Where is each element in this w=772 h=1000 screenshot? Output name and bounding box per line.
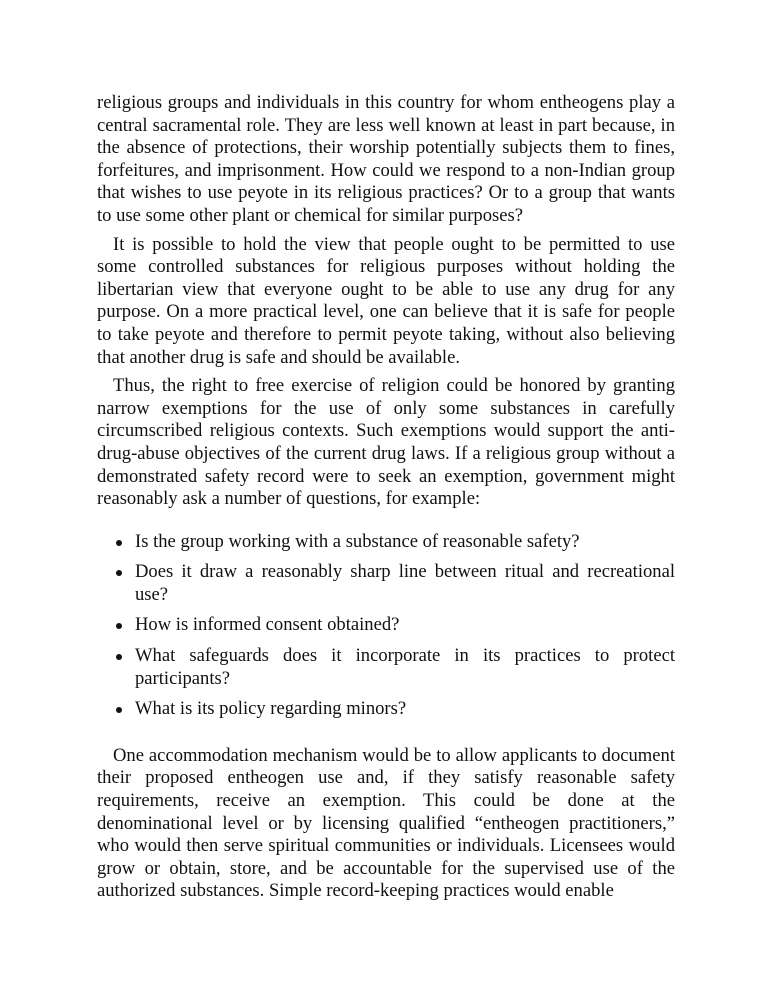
paragraph-continued: religious groups and individuals in this country for whom entheogens play a central sacramental role. They are less well known at least in part because, in the absence of protections, their worship potentially subjects them to fines, forfeitures, and imprisonment. How could we respond to a non-Indian group that wishes to use peyote in its religious practices? Or to a group that wants to use some other plant or chemical for similar purposes? — [97, 92, 675, 226]
list-item — [97, 531, 675, 554]
page-body — [97, 92, 675, 903]
list-item-text: What is its policy regarding minors? — [135, 698, 407, 720]
paragraph-exemptions: Thus, the right to free exercise of religion could be honored by granting narrow exemptions for the use of only some substances in carefully circumscribed religious contexts. Such exemptions would support the anti-drug-abuse objectives of the current drug laws. If a religious group without a demonstrated safety record were to seek an exemption, government might reasonably ask a number of questions, for example: — [97, 375, 675, 510]
list-item-text: What safeguards does it incorporate in its practices to protect participants? — [135, 645, 675, 689]
list-item-text: Is the group working with a substance of reasonable safety? — [135, 530, 580, 552]
list-item — [97, 614, 675, 637]
bullet-icon — [116, 654, 122, 660]
list-item-text: How is informed consent obtained? — [135, 614, 400, 636]
bullet-icon — [116, 707, 122, 713]
paragraph-accommodation: One accommodation mechanism would be to allow applicants to document their proposed entheogen use and, if they satisfy reasonable safety requirements, receive an exemption. This could be done at the denominational level or by licensing qualified “entheogen practitioners,” who would then serve spiritual communities or individuals. Licensees would grow or obtain, store, and be accountable for the supervised use of the authorized substances. Simple record-keeping practices would enable — [97, 744, 675, 902]
bullet-icon — [116, 540, 122, 546]
paragraph-view: It is possible to hold the view that people ought to be permitted to use some controlled substances for religious purposes without holding the libertarian view that everyone ought to be able to use any drug for any purpose. On a more practical level, one can believe that it is safe for people to take peyote and therefore to permit peyote taking, without also believing that another drug is safe and should be available. — [97, 233, 675, 368]
list-item — [97, 698, 675, 721]
list-item — [97, 645, 675, 690]
bullet-icon — [116, 570, 122, 576]
question-list — [97, 531, 675, 721]
list-item-text: Does it draw a reasonably sharp line between ritual and recreational use? — [135, 561, 675, 605]
list-item — [97, 561, 675, 606]
bullet-icon — [116, 623, 122, 629]
